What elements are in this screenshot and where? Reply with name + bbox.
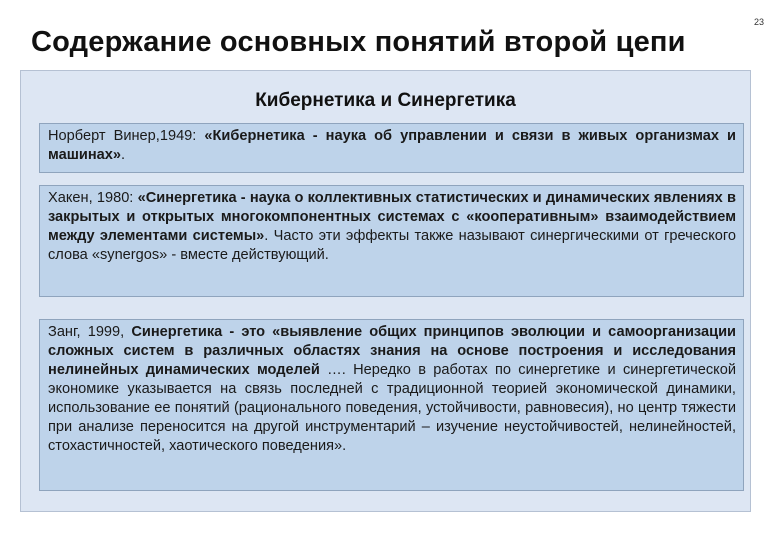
definition-card-wiener	[39, 123, 744, 173]
panel-heading: Кибернетика и Синергетика	[255, 90, 516, 111]
content-panel	[20, 70, 751, 512]
card-tail: . Часто эти эффекты также называют синергическими от греческого слова «synergos» - вместе действующий.	[48, 228, 736, 263]
definition-card-haken	[39, 185, 744, 297]
slide-title: Содержание основных понятий второй цепи	[31, 26, 686, 58]
card-lead: Норберт Винер,1949:	[48, 128, 205, 144]
card-bold-text: «Синергетика - наука о коллективных статистических и динамических явлениях в закрытых и открытых многокомпонентных системах с «кооперативным» взаимодействием между элементами системы»	[48, 190, 736, 244]
card-bold-text: Синергетика - это «выявление общих принципов эволюции и самоорганизации сложных систем в различных областях знания на основе построения и исследования нелинейных динамических моделей	[48, 324, 737, 378]
card-lead: Хакен, 1980:	[48, 190, 138, 206]
page-number: 23	[753, 17, 764, 27]
card-lead: Занг, 1999,	[48, 324, 132, 340]
card-tail: …. Нередко в работах по синергетике и синергетической экономике указывается на связь последней с традиционной теорией экономической динамики, использование ее понятий (рационального поведения, устойчивости, равновесия), но центр тяжести при анализе переносится на другой инструментарий – изучение неустойчивостей, нелинейностей, стохастичностей, хаотического поведения».	[48, 362, 737, 454]
card-tail: .	[121, 147, 126, 163]
definition-card-zang	[39, 319, 744, 491]
card-bold-text: «Кибернетика - наука об управлении и связи в живых организмах и машинах»	[48, 128, 736, 163]
